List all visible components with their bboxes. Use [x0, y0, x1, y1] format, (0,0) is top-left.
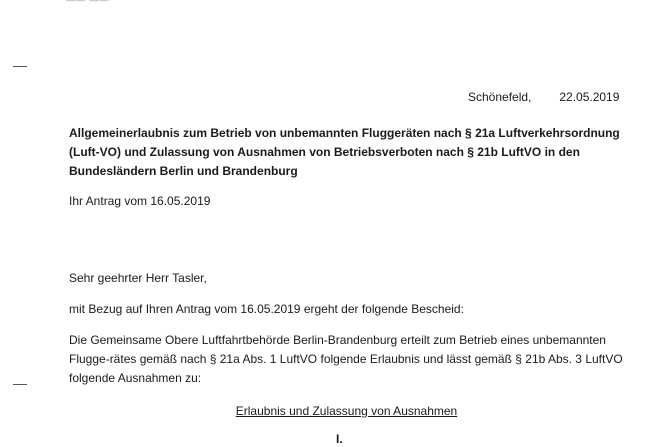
section-heading: Erlaubnis und Zulassung von Ausnahmen	[235, 404, 458, 418]
section-number: I.	[336, 432, 343, 446]
salutation: Sehr geehrter Herr Tasler,	[69, 271, 207, 285]
reference-sentence: mit Bezug auf Ihren Antrag vom 16.05.2019 ergeht der folgende Bescheid:	[69, 302, 464, 316]
fold-mark-top	[13, 66, 27, 67]
header-scrap	[66, 0, 144, 3]
subject-line: Allgemeinerlaubnis zum Betrieb von unbemannten Fluggeräten nach § 21a Luftverkehrsordnung (Luft-VO) und Zulassung von Ausnahmen von Betriebsverboten nach § 21b LuftVO in den Bundesländern Berlin und Brandenburg	[69, 126, 620, 178]
dateline-place: Schönefeld,	[468, 90, 532, 104]
antrag-reference: Ihr Antrag vom 16.05.2019	[69, 194, 211, 208]
dateline-date: 22.05.2019	[559, 90, 620, 104]
decision-paragraph: Die Gemeinsame Obere Luftfahrtbehörde Berlin-Brandenburg erteilt zum Betrieb eines unbemannten Flugge-rätes gemäß nach § 21a Abs. 1 LuftVO folgende Erlaubnis und lässt gemäß § 21b Abs. 3 LuftVO folgende Ausnahmen zu:	[69, 333, 623, 385]
dateline	[468, 90, 619, 104]
fold-mark-bottom	[13, 384, 27, 385]
